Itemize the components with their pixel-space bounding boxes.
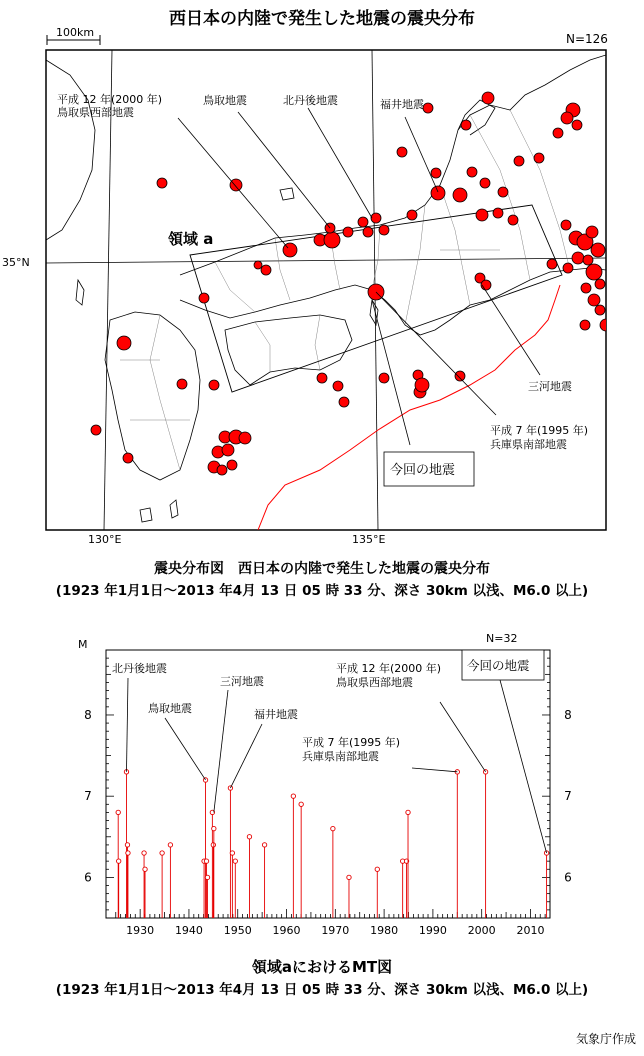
x-tick-label: 1970: [321, 924, 350, 937]
y-tick-label-right: 7: [564, 789, 572, 804]
mt-label-tottori2000: 鳥取県西部地震: [336, 676, 413, 689]
mt-label-hyogo1995: 兵庫県南部地震: [302, 750, 379, 763]
mt-leader-line: [230, 724, 262, 788]
mt-point: [143, 867, 147, 871]
label-fukui: 福井地震: [380, 98, 424, 111]
x-tick-label: 2010: [516, 924, 545, 937]
mt-point: [168, 843, 172, 847]
mt-chart-caption: (1923 年1月1日～2013 年4月 13 日 05 時 33 分、深さ 30km 以浅、M6.0 以上): [55, 982, 589, 998]
label-lon-135: 135°E: [352, 533, 386, 545]
label-region-a: 領域 a: [168, 230, 214, 248]
footer-credit: 気象庁作成: [575, 1032, 636, 1046]
epicenters: [91, 92, 612, 475]
label-tottori2000-2: 鳥取県西部地震: [57, 106, 134, 119]
mt-point: [142, 851, 146, 855]
y-tick-label-left: 8: [84, 707, 92, 722]
mt-label-tottori2000: 平成 12 年(2000 年): [336, 662, 442, 675]
x-tick-label: 2000: [467, 924, 496, 937]
mt-point: [204, 859, 208, 863]
mt-point: [230, 851, 234, 855]
mt-leader-line: [126, 678, 128, 772]
mt-chart-title: 領域aにおけるMT図: [251, 958, 393, 976]
y-tick-label-left: 6: [84, 870, 92, 885]
map-title: 西日本の内陸で発生した地震の震央分布: [169, 9, 475, 29]
mt-point: [375, 867, 379, 871]
label-tottori: 鳥取地震: [203, 94, 247, 107]
mt-label-fukui: 福井地震: [254, 708, 298, 721]
label-hyogo1995-1: 平成 7 年(1995 年): [490, 424, 589, 437]
label-tottori2000-1: 平成 12 年(2000 年): [57, 93, 163, 106]
scale-bar: [47, 26, 100, 45]
plot-frame: [106, 650, 550, 918]
mt-leader-line: [214, 690, 228, 812]
label-mikawa: 三河地震: [528, 380, 572, 393]
mt-point: [299, 802, 303, 806]
mt-label-tottori: 鳥取地震: [148, 702, 192, 715]
mt-point: [233, 859, 237, 863]
mt-leader-line: [165, 718, 206, 780]
coastlines: [46, 55, 606, 522]
y-tick-label-left: 7: [84, 789, 92, 804]
mt-point: [205, 875, 209, 879]
label-kitatango: 北丹後地震: [283, 94, 338, 107]
chart-count: N=32: [486, 632, 518, 645]
trench-line: [258, 285, 560, 530]
mt-point: [406, 810, 410, 814]
mt-point: [347, 875, 351, 879]
x-tick-label: 1960: [272, 924, 301, 937]
prefecture-borders: [120, 110, 570, 470]
mt-point: [262, 843, 266, 847]
mt-point: [116, 859, 120, 863]
label-lat: 35°N: [2, 256, 30, 269]
mt-leader-line: [440, 702, 486, 772]
mt-point: [291, 794, 295, 798]
mt-point: [247, 835, 251, 839]
map-caption-2: (1923 年1月1日～2013 年4月 13 日 05 時 33 分、深さ 30km 以浅、M6.0 以上): [55, 583, 589, 599]
mt-point: [126, 851, 130, 855]
mt-chart: [0, 620, 644, 960]
mt-label-mikawa: 三河地震: [220, 675, 264, 688]
mt-point: [116, 810, 120, 814]
label-current: 今回の地震: [390, 463, 456, 478]
x-tick-label: 1930: [126, 924, 155, 937]
lat-line: [46, 258, 606, 263]
y-tick-label-right: 8: [564, 707, 572, 722]
x-tick-label: 1990: [418, 924, 447, 937]
mt-label-current: 今回の地震: [467, 658, 530, 673]
label-lon-130: 130°E: [88, 533, 122, 545]
y-tick-label-right: 6: [564, 870, 572, 885]
mt-point: [125, 843, 129, 847]
mt-leader-line: [412, 768, 457, 772]
mt-label-kitatango: 北丹後地震: [112, 662, 167, 675]
x-tick-label: 1980: [370, 924, 399, 937]
label-hyogo1995-2: 兵庫県南部地震: [490, 438, 567, 451]
mt-label-hyogo1995: 平成 7 年(1995 年): [302, 736, 401, 749]
mt-point: [160, 851, 164, 855]
leader-lines: [178, 108, 540, 445]
mt-point: [331, 826, 335, 830]
x-tick-label: 1940: [174, 924, 203, 937]
map-count: N=126: [566, 32, 608, 46]
y-axis-label: M: [78, 638, 88, 651]
scale-label: 100km: [56, 26, 95, 39]
map-caption-1: 震央分布図 西日本の内陸で発生した地震の震央分布: [154, 561, 490, 577]
mt-point: [211, 843, 215, 847]
x-tick-label: 1950: [223, 924, 252, 937]
mt-leader-line: [500, 680, 547, 853]
mt-point: [212, 826, 216, 830]
lon-line-130: [104, 50, 112, 530]
